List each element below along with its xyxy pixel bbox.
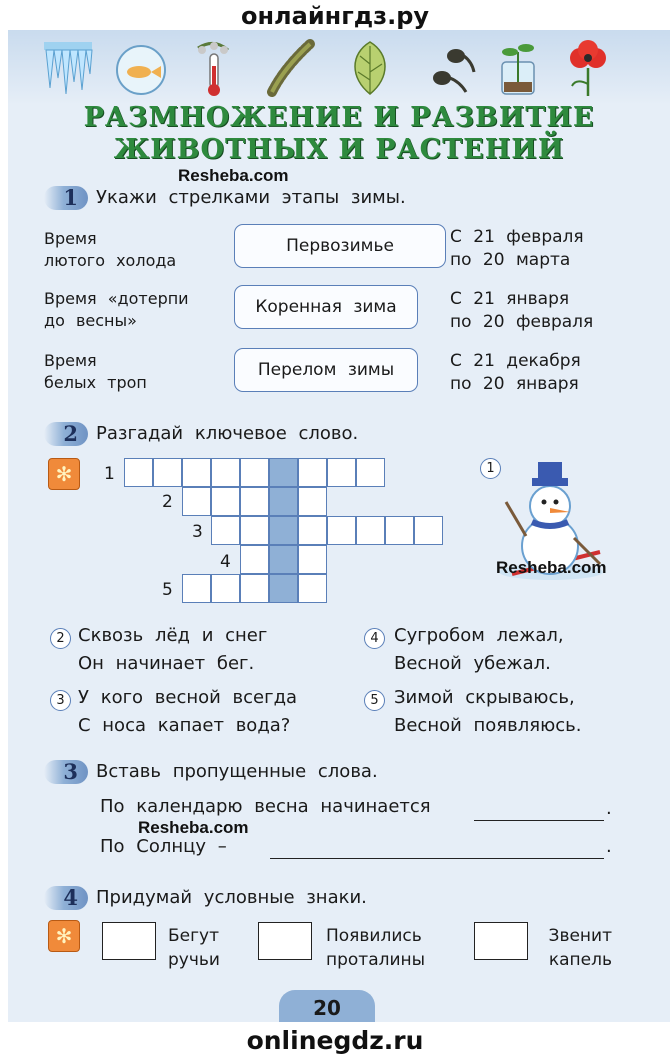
crossword-key-cell[interactable] — [269, 458, 298, 487]
crossword-cell[interactable] — [240, 545, 269, 574]
page-number: 20 — [279, 990, 375, 1022]
crossword-cell[interactable] — [211, 516, 240, 545]
crossword-cell[interactable] — [356, 516, 385, 545]
crossword-cell[interactable] — [240, 487, 269, 516]
riddle-3-number: 3 — [50, 690, 71, 711]
crossword-cell[interactable] — [182, 458, 211, 487]
crossword-key-cell[interactable] — [269, 487, 298, 516]
thermometer-icon — [188, 38, 240, 98]
crossword-row-number-5: 5 — [162, 580, 173, 600]
crossword-cell[interactable] — [153, 458, 182, 487]
seedling-jar-icon — [492, 38, 544, 98]
watermark: Resheba.com — [496, 558, 607, 577]
tadpoles-icon — [426, 38, 478, 98]
riddle-2: Сквозь лёд и снег Он начинает бег. — [78, 625, 268, 674]
crossword-cell[interactable] — [385, 516, 414, 545]
riddle-4: Сугробом лежал, Весной убежал. — [394, 625, 564, 674]
icons-band — [8, 30, 670, 105]
site-header: онлайнгдз.ру — [240, 2, 430, 30]
crossword-cell[interactable] — [182, 487, 211, 516]
crossword-cell[interactable] — [356, 458, 385, 487]
watermark: Resheba.com — [138, 818, 249, 837]
sign-box-thawed-patches[interactable] — [258, 922, 312, 960]
task2-number-badge: 2 — [44, 422, 88, 446]
workbook-page — [8, 30, 670, 1022]
leaf-icon — [344, 38, 396, 98]
period-label-1: Время лютого холода — [44, 229, 177, 270]
crossword-cell[interactable] — [211, 458, 240, 487]
answer-line-1[interactable] — [474, 820, 604, 821]
riddle-5-number: 5 — [364, 690, 385, 711]
snowman-number: 1 — [480, 458, 501, 479]
riddle-4-number: 4 — [364, 628, 385, 649]
answer-line-2[interactable] — [270, 858, 604, 859]
sign-box-streams[interactable] — [102, 922, 156, 960]
crossword-cell[interactable] — [182, 574, 211, 603]
crossword-row-number-1: 1 — [104, 464, 115, 484]
crossword-cell[interactable] — [240, 574, 269, 603]
task3-line2: По Солнцу – — [100, 836, 227, 857]
crossword-key-cell[interactable] — [269, 545, 298, 574]
stage-box-2[interactable]: Коренная зима — [234, 285, 418, 329]
task4-instruction: Придумай условные знаки. — [96, 887, 367, 908]
task3-end-mark-2: . — [606, 836, 612, 857]
crossword-cell[interactable] — [327, 516, 356, 545]
task3-line1: По календарю весна начинается — [100, 796, 431, 817]
fish-in-bowl-icon — [115, 38, 167, 98]
task4-number-badge: 4 — [44, 886, 88, 910]
watermark: Resheba.com — [178, 166, 289, 185]
star-icon: ✻ — [48, 458, 80, 490]
stage-box-3[interactable]: Перелом зимы — [234, 348, 418, 392]
riddle-3: У кого весной всегда С носа капает вода? — [78, 687, 298, 736]
period-label-3: Время белых троп — [44, 351, 147, 392]
task3-instruction: Вставь пропущенные слова. — [96, 761, 378, 782]
task1-number-badge: 1 — [44, 186, 88, 210]
crossword-row-number-2: 2 — [162, 492, 173, 512]
period-label-2: Время «дотерпи до весны» — [44, 289, 189, 330]
crossword-cell[interactable] — [298, 516, 327, 545]
crossword-cell[interactable] — [298, 487, 327, 516]
task3-end-mark-1: . — [606, 798, 612, 819]
crossword-key-cell[interactable] — [269, 574, 298, 603]
riddle-2-number: 2 — [50, 628, 71, 649]
task3-number-badge: 3 — [44, 760, 88, 784]
catkin-icon — [264, 38, 316, 98]
site-footer: onlinegdz.ru — [246, 1026, 424, 1055]
page-title-line1: РАЗМНОЖЕНИЕ И РАЗВИТИЕ — [83, 102, 595, 133]
crossword-cell[interactable] — [414, 516, 443, 545]
crossword-cell[interactable] — [298, 545, 327, 574]
crossword-row-number-4: 4 — [220, 552, 231, 572]
poppy-icon — [562, 38, 614, 98]
crossword-cell[interactable] — [327, 458, 356, 487]
crossword-cell[interactable] — [124, 458, 153, 487]
crossword-key-cell[interactable] — [269, 516, 298, 545]
sign-box-drip[interactable] — [474, 922, 528, 960]
crossword-cell[interactable] — [211, 574, 240, 603]
star-icon: ✻ — [48, 920, 80, 952]
task2-instruction: Разгадай ключевое слово. — [96, 423, 359, 444]
icicles-icon — [42, 38, 94, 98]
crossword-cell[interactable] — [211, 487, 240, 516]
date-range-2: С 21 января по 20 февраля — [450, 289, 594, 332]
sign-label-drip: Звенит капель — [548, 926, 612, 970]
sign-label-thawed-patches: Появились проталины — [326, 926, 426, 970]
crossword-cell[interactable] — [240, 458, 269, 487]
crossword-cell[interactable] — [298, 458, 327, 487]
sign-label-streams: Бегут ручьи — [168, 926, 220, 970]
crossword-cell[interactable] — [240, 516, 269, 545]
page-title-line2: ЖИВОТНЫХ И РАСТЕНИЙ — [113, 134, 565, 165]
date-range-1: С 21 февраля по 20 марта — [450, 227, 584, 270]
riddle-5: Зимой скрываюсь, Весной появляюсь. — [394, 687, 582, 736]
date-range-3: С 21 декабря по 20 января — [450, 351, 581, 394]
crossword-cell[interactable] — [298, 574, 327, 603]
stage-box-1[interactable]: Первозимье — [234, 224, 446, 268]
crossword-row-number-3: 3 — [192, 522, 203, 542]
task1-instruction: Укажи стрелками этапы зимы. — [96, 187, 406, 208]
